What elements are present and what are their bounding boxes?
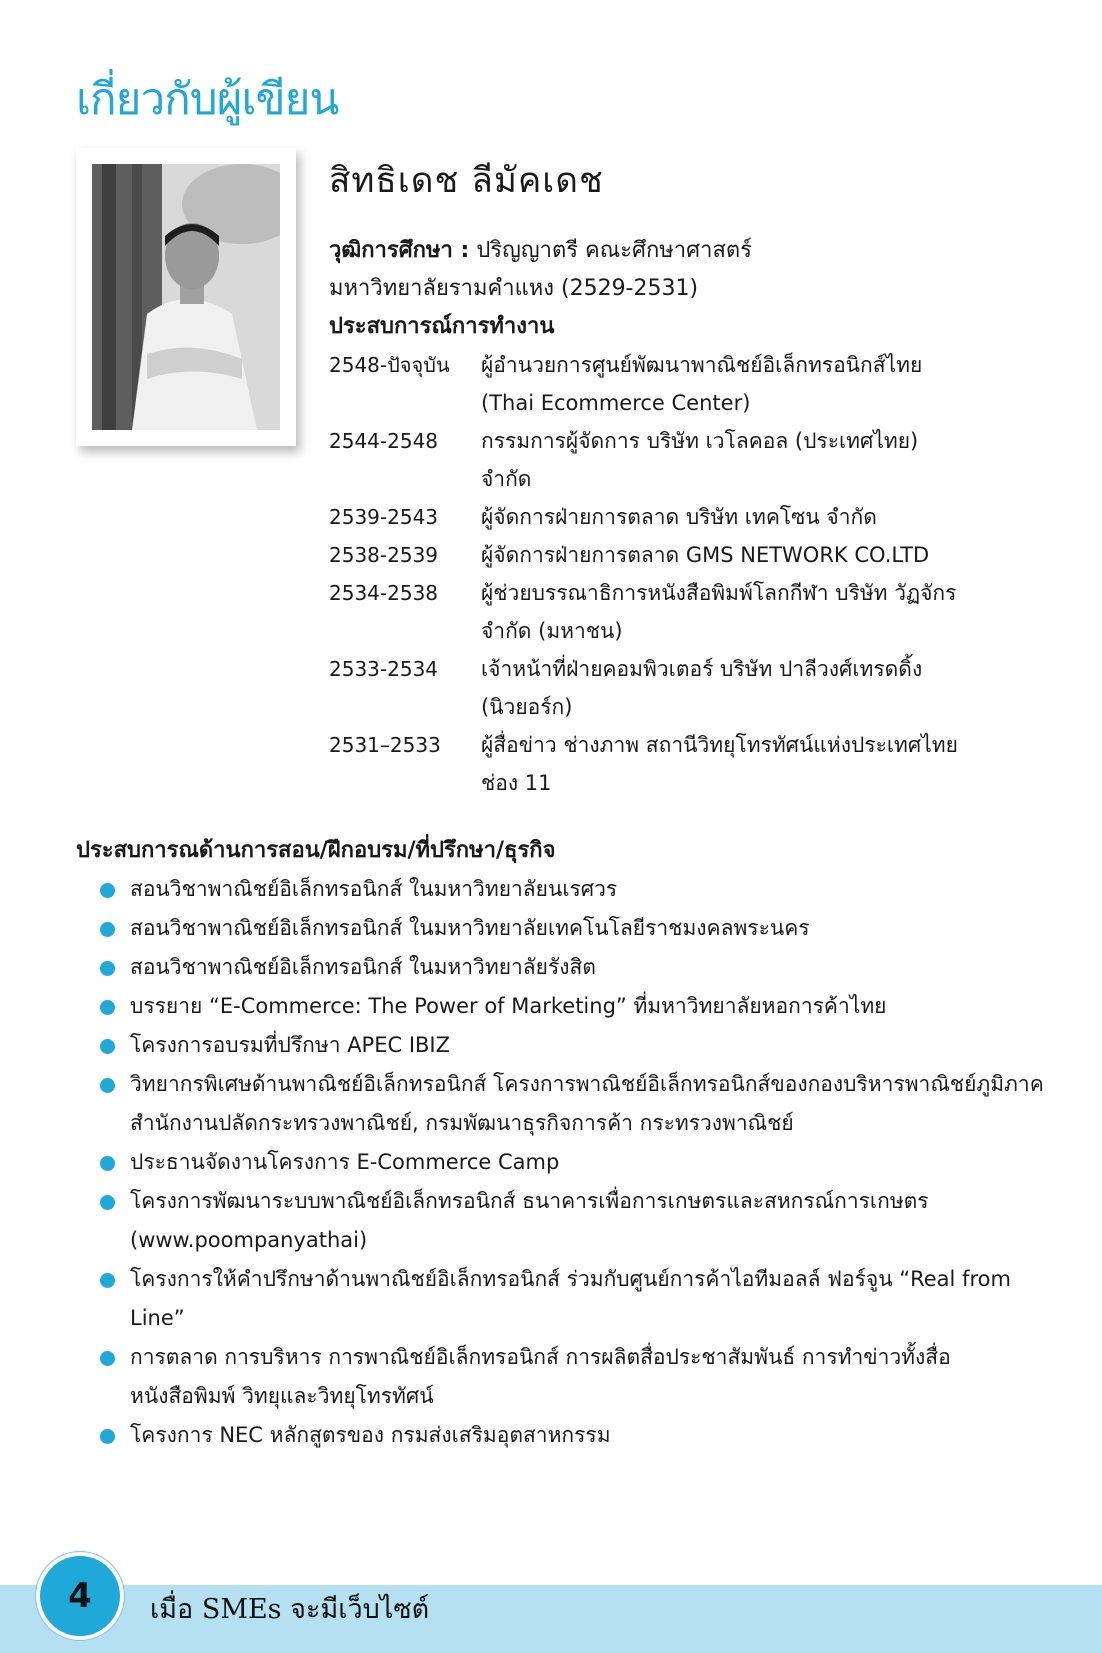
teaching-item-text: การตลาด การบริหาร การพาณิชย์อิเล็กทรอนิกส์ การผลิตสื่อประชาสัมพันธ์ การทำข่าวทั้งสื่อหนังสือพิมพ์ วิทยุและวิทยุโทรทัศน์ bbox=[130, 1345, 951, 1408]
teaching-item bbox=[100, 948, 1050, 987]
work-description-line: กรรมการผู้จัดการ บริษัท เวโลคอล (ประเทศไทย) bbox=[481, 429, 919, 453]
teaching-item bbox=[100, 987, 1050, 1026]
work-description-line: เจ้าหน้าที่ฝ่ายคอมพิวเตอร์ บริษัท ปาลีวงศ์เทรดดิ้ง bbox=[481, 657, 923, 681]
work-description bbox=[481, 650, 1041, 726]
bullet-icon bbox=[100, 1273, 115, 1288]
teaching-item-text: ประธานจัดงานโครงการ E-Commerce Camp bbox=[130, 1150, 560, 1174]
work-heading: ประสบการณ์การทำงาน bbox=[329, 314, 555, 339]
bullet-icon bbox=[100, 1429, 115, 1444]
work-description-line: ผู้อำนวยการศูนย์พัฒนาพาณิชย์อิเล็กทรอนิกส์ไทย bbox=[481, 353, 923, 377]
bullet-icon bbox=[100, 1156, 115, 1171]
work-years: 2534-2538 bbox=[329, 581, 439, 605]
teaching-item bbox=[100, 1260, 1050, 1338]
teaching-item bbox=[100, 1143, 1050, 1182]
work-description-line: ผู้จัดการฝ่ายการตลาด GMS NETWORK CO.LTD bbox=[481, 543, 930, 567]
teaching-item-text: โครงการ NEC หลักสูตรของ กรมส่งเสริมอุตสาหกรรม bbox=[130, 1423, 611, 1447]
teaching-heading: ประสบการณด้านการสอน/ฝึกอบรม/ที่ปรึกษา/ธุรกิจ bbox=[76, 838, 556, 863]
work-description-line: ผู้สื่อข่าว ช่างภาพ สถานีวิทยุโทรทัศน์แห่งประเทศไทย bbox=[481, 733, 958, 757]
teaching-item-text: บรรยาย “E-Commerce: The Power of Marketing” ที่มหาวิทยาลัยหอการค้าไทย bbox=[130, 994, 887, 1018]
author-portrait-icon bbox=[92, 164, 280, 430]
bullet-icon bbox=[100, 1000, 115, 1015]
work-description bbox=[481, 536, 1041, 574]
teaching-item-text: โครงการให้คำปรึกษาด้านพาณิชย์อิเล็กทรอนิกส์ ร่วมกับศูนย์การค้าไอทีมอลล์ ฟอร์จูน “Real from Line” bbox=[130, 1267, 1011, 1330]
author-photo-frame bbox=[76, 148, 296, 446]
bullet-icon bbox=[100, 1195, 115, 1210]
teaching-item bbox=[100, 1416, 1050, 1455]
bullet-icon bbox=[100, 883, 115, 898]
work-description-line: (นิวยอร์ก) bbox=[481, 695, 573, 719]
author-name: สิทธิเดช ลีมัคเดช bbox=[329, 161, 604, 201]
teaching-item bbox=[100, 909, 1050, 948]
teaching-item bbox=[100, 870, 1050, 909]
book-title: เมื่อ SMEs จะมีเว็บไซต์ bbox=[150, 1594, 430, 1625]
teaching-item-text: สอนวิชาพาณิชย์อิเล็กทรอนิกส์ ในมหาวิทยาลัยนเรศวร bbox=[130, 877, 618, 901]
teaching-list bbox=[100, 870, 1050, 1455]
bullet-icon bbox=[100, 1078, 115, 1093]
teaching-item bbox=[100, 1182, 1050, 1260]
bullet-icon bbox=[100, 922, 115, 937]
teaching-item-text: สอนวิชาพาณิชย์อิเล็กทรอนิกส์ ในมหาวิทยาลัยรังสิต bbox=[130, 955, 596, 979]
work-years: 2538-2539 bbox=[329, 543, 439, 567]
education-label: วุฒิการศึกษา : bbox=[329, 238, 470, 263]
work-description bbox=[481, 726, 1041, 802]
work-description bbox=[481, 422, 1041, 498]
teaching-item-text: สอนวิชาพาณิชย์อิเล็กทรอนิกส์ ในมหาวิทยาลัยเทคโนโลยีราชมงคลพระนคร bbox=[130, 916, 810, 940]
bullet-icon bbox=[100, 1351, 115, 1366]
work-description bbox=[481, 574, 1041, 650]
work-description-line: จำกัด (มหาชน) bbox=[481, 619, 623, 643]
work-description-line: (Thai Ecommerce Center) bbox=[481, 391, 751, 415]
teaching-item bbox=[100, 1026, 1050, 1065]
page-title: เกี่ยวกับผู้เขียน bbox=[76, 74, 339, 125]
work-years: 2548-ปัจจุบัน bbox=[329, 353, 450, 377]
work-years: 2539-2543 bbox=[329, 505, 439, 529]
work-years: 2531–2533 bbox=[329, 733, 441, 757]
work-description-line: จำกัด bbox=[481, 467, 532, 491]
work-description-line: ผู้จัดการฝ่ายการตลาด บริษัท เทคโซน จำกัด bbox=[481, 505, 877, 529]
teaching-item bbox=[100, 1338, 1050, 1416]
teaching-item bbox=[100, 1065, 1050, 1143]
work-years: 2533-2534 bbox=[329, 657, 439, 681]
work-description-line: ช่อง 11 bbox=[481, 771, 552, 795]
page-number: 4 bbox=[36, 1552, 124, 1640]
education-university: มหาวิทยาลัยรามคำแหง (2529-2531) bbox=[329, 276, 699, 301]
teaching-item-text: โครงการอบรมที่ปรึกษา APEC IBIZ bbox=[130, 1033, 451, 1057]
teaching-item-text: โครงการพัฒนาระบบพาณิชย์อิเล็กทรอนิกส์ ธนาคารเพื่อการเกษตรและสหกรณ์การเกษตร (www.poompanyathai) bbox=[130, 1189, 929, 1252]
education-degree: ปริญญาตรี คณะศึกษาศาสตร์ bbox=[476, 238, 752, 263]
work-years: 2544-2548 bbox=[329, 429, 439, 453]
teaching-item-text: วิทยากรพิเศษด้านพาณิชย์อิเล็กทรอนิกส์ โครงการพาณิชย์อิเล็กทรอนิกส์ของกองบริหารพาณิชย์ภูมิภาค สำนักงานปลัดกระทรวงพาณิชย์, กรมพัฒนาธุรกิจการค้า กระทรวงพาณิชย์ bbox=[130, 1072, 1044, 1135]
author-photo bbox=[92, 164, 280, 430]
work-description bbox=[481, 346, 1041, 422]
bullet-icon bbox=[100, 1039, 115, 1054]
work-description bbox=[481, 498, 1041, 536]
bullet-icon bbox=[100, 961, 115, 976]
education-block bbox=[329, 232, 1029, 308]
work-description-line: ผู้ช่วยบรรณาธิการหนังสือพิมพ์โลกกีฬา บริษัท วัฏจักร bbox=[481, 581, 957, 605]
